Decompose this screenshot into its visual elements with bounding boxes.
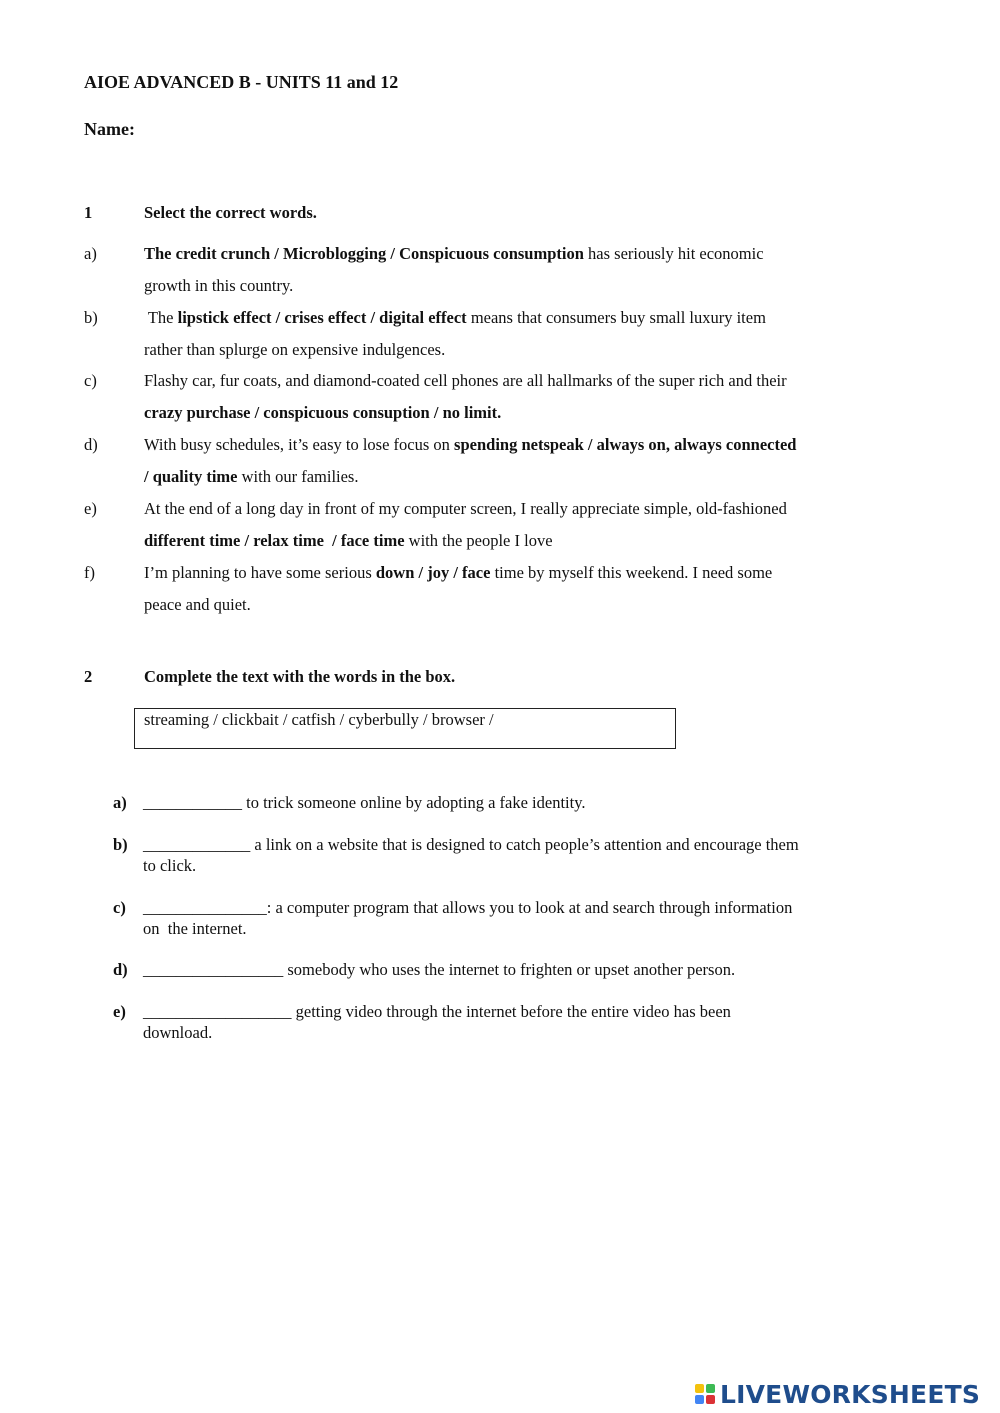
s2-item-line2: to click. (143, 856, 197, 875)
s2-item-label: c) (113, 898, 126, 917)
s1-item-line2: growth in this country. (144, 276, 294, 295)
s1-item-line2: rather than splurge on expensive indulgences. (144, 340, 446, 359)
s1-item-line1: I’m planning to have some serious down / joy / face time by myself this weekend. I need some (144, 563, 773, 582)
s1-item-line1: With busy schedules, it’s easy to lose focus on spending netspeak / always on, always connected (144, 435, 797, 454)
s1-item-c (84, 365, 884, 429)
s1-item-label: e) (84, 499, 97, 518)
section-1-instruction: Select the correct words. (144, 203, 317, 222)
s1-item-e (84, 493, 884, 557)
s2-item-c (113, 897, 883, 939)
s1-item-label: b) (84, 308, 98, 327)
s1-item-a (84, 238, 884, 302)
s1-options[interactable]: different time / relax time / face time (144, 531, 405, 550)
worksheet-title: AIOE ADVANCED B - UNITS 11 and 12 (84, 72, 399, 92)
s1-options[interactable]: down / joy / face (375, 563, 491, 582)
s2-item-line1[interactable]: __________________ getting video through the internet before the entire video has been (143, 1002, 731, 1021)
s2-item-line1[interactable]: _________________ somebody who uses the internet to frighten or upset another person. (143, 960, 736, 979)
s1-item-line2 (144, 397, 884, 429)
s1-options[interactable]: / quality time (144, 467, 238, 486)
s2-item-label: e) (113, 1002, 126, 1021)
s1-item-line2: different time / relax time / face time with the people I love (144, 531, 553, 550)
s1-item-label: f) (84, 563, 95, 582)
s2-item-b (113, 834, 883, 876)
s1-options[interactable]: lipstick effect / crises effect / digital effect (177, 308, 467, 327)
s2-item-line1[interactable]: _____________ a link on a website that is designed to catch people’s attention and encourage them (143, 835, 799, 854)
logo-grid-icon (695, 1384, 715, 1404)
s1-item-label: d) (84, 435, 98, 454)
s1-item-line1: Flashy car, fur coats, and diamond-coated cell phones are all hallmarks of the super rich and their (144, 371, 787, 390)
s1-options[interactable]: The credit crunch / Microblogging / Conspicuous consumption (144, 244, 584, 263)
logo-square-icon (706, 1384, 715, 1393)
s2-item-label: b) (113, 835, 128, 854)
s1-item-f (84, 557, 884, 621)
s1-options[interactable]: spending netspeak / always on, always connected (454, 435, 797, 454)
s1-item-line1: The credit crunch / Microblogging / Conspicuous consumption has seriously hit economic (144, 244, 764, 263)
name-label: Name: (84, 119, 135, 139)
s2-item-line1[interactable]: ____________ to trick someone online by adopting a fake identity. (143, 793, 586, 812)
s1-item-line1: The lipstick effect / crises effect / digital effect means that consumers buy small luxury item (144, 308, 766, 327)
section-2-number: 2 (84, 667, 93, 686)
logo-square-icon (706, 1395, 715, 1404)
s1-item-label: c) (84, 371, 97, 390)
s1-item-line1: At the end of a long day in front of my computer screen, I really appreciate simple, old-fashioned (144, 499, 787, 518)
s1-item-b (84, 302, 884, 366)
s2-item-label: d) (113, 960, 128, 979)
section-2-instruction: Complete the text with the words in the box. (144, 667, 456, 686)
s1-item-line2: / quality time with our families. (144, 467, 359, 486)
logo-square-icon (695, 1384, 704, 1393)
s2-item-line1[interactable]: _______________: a computer program that allows you to look at and search through information (143, 898, 793, 917)
logo-text: LIVEWORKSHEETS (720, 1379, 981, 1409)
s2-item-d (113, 959, 883, 980)
s2-item-line2: download. (143, 1023, 213, 1042)
s1-options[interactable]: crazy purchase / conspicuous consuption / no limit. (144, 403, 502, 422)
logo-square-icon (695, 1395, 704, 1404)
s1-item-label: a) (84, 244, 97, 263)
s1-item-d (84, 429, 884, 493)
s2-item-e (113, 1001, 883, 1043)
s2-item-line2: on the internet. (143, 919, 247, 938)
section-1-number: 1 (84, 203, 93, 222)
word-box: streaming / clickbait / catfish / cyberbully / browser / (134, 708, 676, 749)
liveworksheets-logo[interactable] (695, 1380, 980, 1408)
s2-item-a (113, 792, 883, 813)
s1-item-line2: peace and quiet. (144, 595, 251, 614)
s2-item-label: a) (113, 793, 127, 812)
